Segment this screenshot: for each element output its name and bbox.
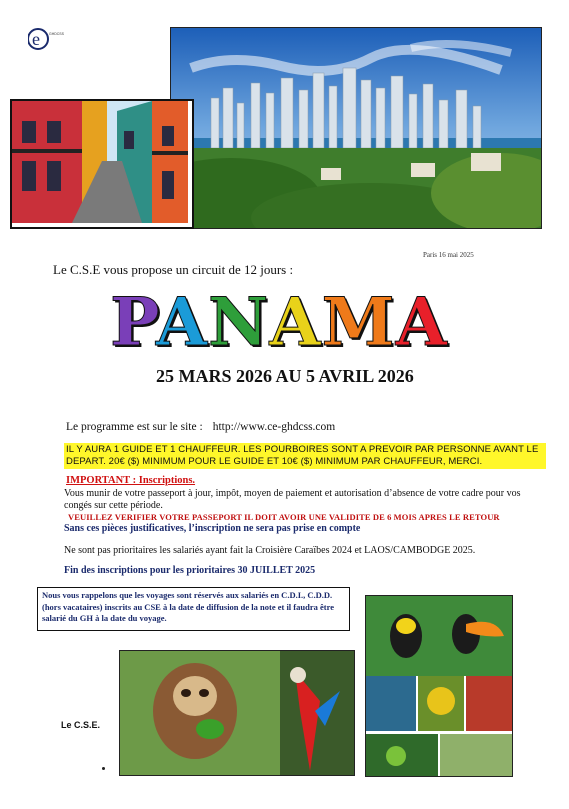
eligibility-note-box: Nous vous rappelons que les voyages sont réservés aux salariés en C.D.I., C.D.D. (hors vacataires) inscrits au CSE à la date de diffusion de la note et il faudra être salarié du GH à la date du voyage. xyxy=(37,587,350,631)
title-letter: M xyxy=(321,283,396,361)
program-label: Le programme est sur le site : xyxy=(66,421,203,433)
title-letter: N xyxy=(208,283,270,361)
intro-text: Le C.S.E vous propose un circuit de 12 jours : xyxy=(53,262,294,277)
title-letter: A xyxy=(269,283,322,361)
guide-tips-notice: IL Y AURA 1 GUIDE ET 1 CHAUFFEUR. LES POURBOIRES SONT A PREVOIR PAR PERSONNE AVANT LE DEPART. 20€ ($) MINIMUM POUR LE GUIDE ET 10€ ($) MINIMUM PAR CHAUFFEUR, MERCI. xyxy=(64,443,546,469)
registration-deadline: Fin des inscriptions pour les prioritaires 30 JUILLET 2025 xyxy=(64,565,316,576)
title-letter: A xyxy=(395,283,448,361)
title-letter: P xyxy=(110,283,156,361)
panama-title xyxy=(110,282,448,362)
important-title: IMPORTANT : Inscriptions. xyxy=(66,475,196,486)
program-url-link[interactable]: http://www.ce-ghdcss.com xyxy=(212,421,336,433)
no-proof-warning: Sans ces pièces justificatives, l’inscription ne sera pas prise en compte xyxy=(64,523,361,534)
sloth-parrot-photo xyxy=(119,650,355,776)
important-text: Vous munir de votre passeport à jour, impôt, moyen de paiement et autorisation d’absence de votre cadre pour vos congés sur cette période. xyxy=(64,488,521,511)
priority-text: Ne sont pas prioritaires les salariés ayant fait la Croisière Caraïbes 2024 et LAOS/CAMBODGE 2025. xyxy=(64,545,476,556)
logo-caption: GHDCSS xyxy=(49,32,64,36)
document-date: Paris 16 mai 2025 xyxy=(423,251,474,259)
program-line xyxy=(66,421,335,433)
panama-city-skyline-photo xyxy=(170,27,542,229)
logo-letter: e xyxy=(32,29,40,49)
wildlife-collage-photo xyxy=(365,595,513,777)
trip-dates: 25 MARS 2026 AU 5 AVRIL 2026 xyxy=(156,366,414,386)
signature-cse: Le C.S.E. xyxy=(61,720,101,730)
colonial-street-photo xyxy=(10,99,194,229)
title-letter: A xyxy=(155,283,209,361)
passport-warning: VEUILLEZ VERIFIER VOTRE PASSEPORT IL DOIT AVOIR UNE VALIDITE DE 6 MOIS APRES LE RETOUR xyxy=(68,512,500,522)
cse-logo xyxy=(28,26,68,52)
page-dot xyxy=(102,767,105,770)
